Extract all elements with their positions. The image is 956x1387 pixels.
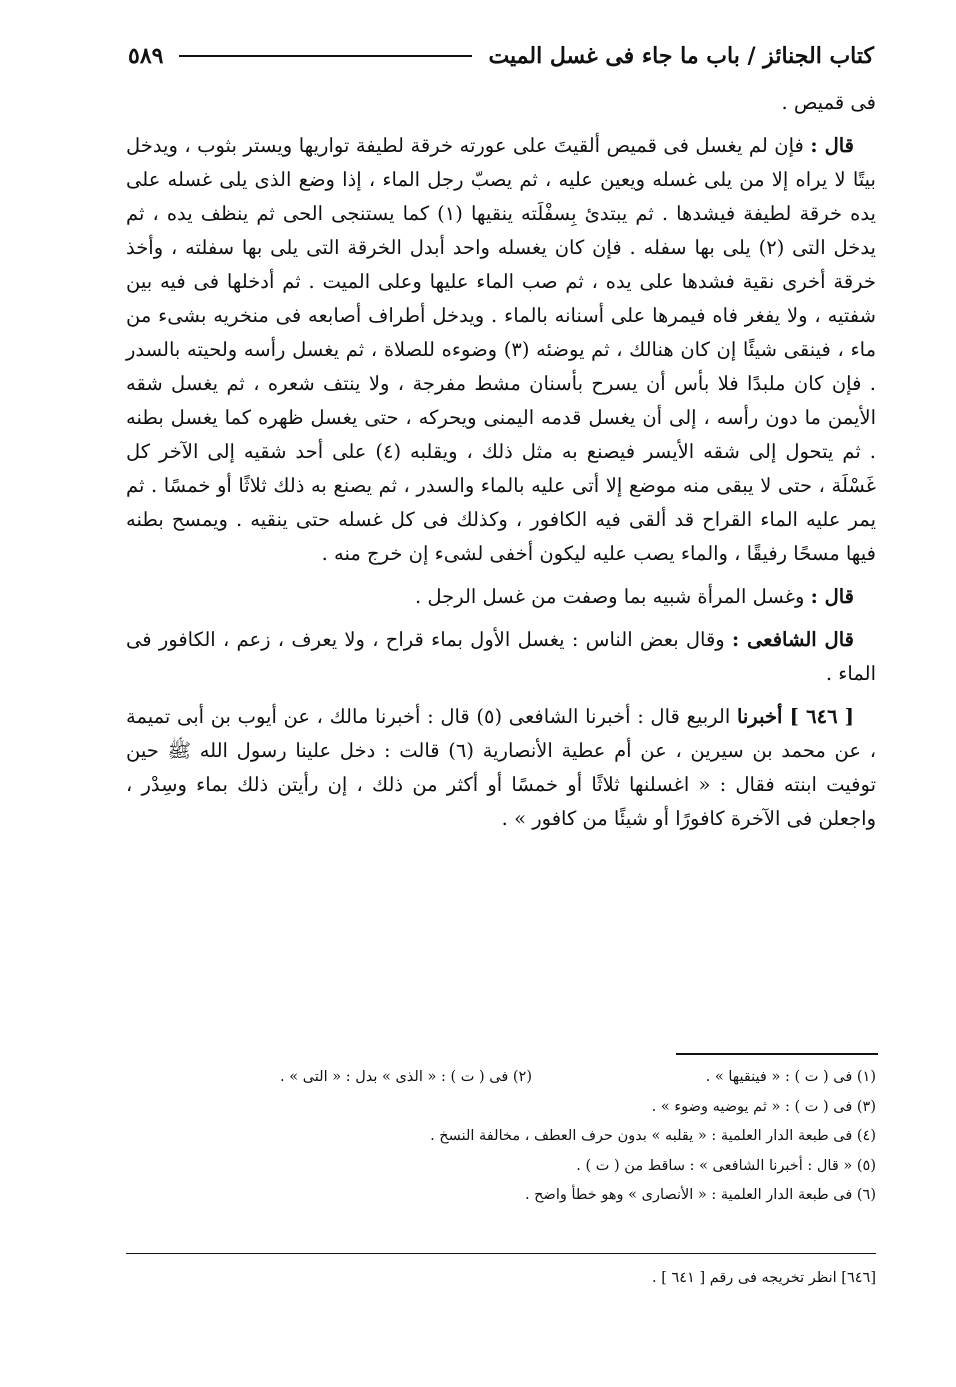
- footnotes: [126, 1063, 876, 1211]
- footnote-row: [126, 1152, 876, 1182]
- footnote-4: (٤) فى طبعة الدار العلمية : « يقلبه » بدون حرف العطف ، مخالفة النسخ .: [430, 1128, 876, 1144]
- takhrij-rule: [126, 1253, 876, 1254]
- header-rule: [179, 55, 472, 57]
- takhrij-note: [٦٤٦] انظر تخريجه فى رقم [ ٦٤١ ] .: [651, 1270, 876, 1286]
- paragraph-lead: قال :: [810, 585, 854, 608]
- paragraph-text: فإن لم يغسل فى قميص ألقيتَ على عورته خرقة لطيفة تواريها ويستر بثوب ، ويدخل بيتًا لا يراه إلا من يلى غسله ويعين عليه ، ثم يصبّ رجل الماء ، إذا وضع الذى يلى غسله على يده خرقة لطيفة فيشدها . ثم يبتدئ بِسفْلَته ينقيها (١) كما يستنجى الحى ثم ينظف يده ، ثم يدخل التى (٢) يلى بها سفله . فإن كان يغسله واحد أبدل الخرقة التى يلى بها سفلته ، وأخذ خرقة أخرى نقية فشدها على يده ، ثم صب الماء عليها وعلى الميت . ثم أدخلها فى فيه بين شفتيه ، ولا يفغر فاه فيمرها على أسنانه بالماء . ويدخل أطراف أصابعه فى منخريه بشىء من ماء ، فينقى شيئًا إن كان هنالك ، ثم يوضئه (٣) وضوءه للصلاة ، ثم يغسل رأسه ولحيته بالسدر . فإن كان ملبدًا فلا بأس أن يسرح بأسنان مشط مفرجة ، ولا ينتف شعره ، ثم يغسل شقه الأيمن ما دون رأسه ، إلى أن يغسل قدمه اليمنى ويحركه ، حتى يغسل ظهره كما يغسل بطنه . ثم يتحول إلى شقه الأيسر فيصنع به مثل ذلك ، ويقلبه (٤) على أحد شقيه إلى الآخر كل غَسْلَة ، حتى لا يبقى منه موضع إلا أتى عليه بالماء والسدر ، ثم يصنع به ذلك ثلاثًا أو خمسًا . ثم يمر عليه الماء القراح قد ألقى فيه الكافور ، وكذلك فى كل غسله حتى ينقيه . ويمسح بطنه فيها مسحًا رفيقًا ، والماء يصب عليه ليكون أخفى لشىء إن خرج منه .: [126, 134, 877, 565]
- paragraph-text: فى قميص .: [781, 91, 876, 114]
- footnote-row: [126, 1093, 876, 1123]
- paragraph-lead: [ ٦٤٦ ] أخبرنا: [736, 705, 855, 728]
- footnote-row: [126, 1122, 876, 1152]
- footnote-row: [126, 1063, 876, 1093]
- footnote-2: (٢) فى ( ت ) : « الذى » بدل : « التى » .: [280, 1069, 532, 1085]
- paragraph: [126, 86, 876, 120]
- footnote-1: (١) فى ( ت ) : « فينقيها » .: [705, 1069, 876, 1085]
- footnote-6: (٦) فى طبعة الدار العلمية : « الأنصارى » وهو خطأ واضح .: [524, 1187, 876, 1203]
- footnote-5: (٥) « قال : أخبرنا الشافعى » : ساقط من ( ت ) .: [576, 1157, 876, 1174]
- main-text: [126, 86, 876, 836]
- paragraph: [126, 623, 876, 691]
- page-header: [128, 36, 874, 76]
- paragraph: [126, 129, 876, 571]
- paragraph-lead: قال :: [810, 134, 854, 157]
- footnote-rule: [676, 1053, 878, 1055]
- footnote-row: [126, 1181, 876, 1211]
- paragraph: [126, 700, 876, 836]
- paragraph: [126, 580, 876, 614]
- running-title: كتاب الجنائز / باب ما جاء فى غسل الميت: [488, 43, 874, 69]
- paragraph-text: الربيع قال : أخبرنا الشافعى (٥) قال : أخبرنا مالك ، عن أيوب بن أبى تميمة ، عن محمد بن سيرين ، عن أم عطية الأنصارية (٦) قالت : دخل علينا رسول الله ﷺ حين توفيت ابنته فقال : « اغسلنها ثلاثًا أو خمسًا أو أكثر من ذلك ، إن رأيتن ذلك بماء وسِدْر ، واجعلن فى الآخرة كافورًا أو شيئًا من كافور » .: [126, 705, 876, 830]
- paragraph-text: وقال بعض الناس : يغسل الأول بماء قراح ، ولا يعرف ، زعم ، الكافور فى الماء .: [126, 628, 876, 685]
- paragraph-text: وغسل المرأة شبيه بما وصفت من غسل الرجل .: [415, 585, 811, 608]
- footnote-3: (٣) فى ( ت ) : « ثم يوضيه وضوء » .: [651, 1098, 876, 1115]
- page-number: ٥٨٩: [128, 43, 164, 69]
- paragraph-lead: قال الشافعى :: [731, 628, 854, 651]
